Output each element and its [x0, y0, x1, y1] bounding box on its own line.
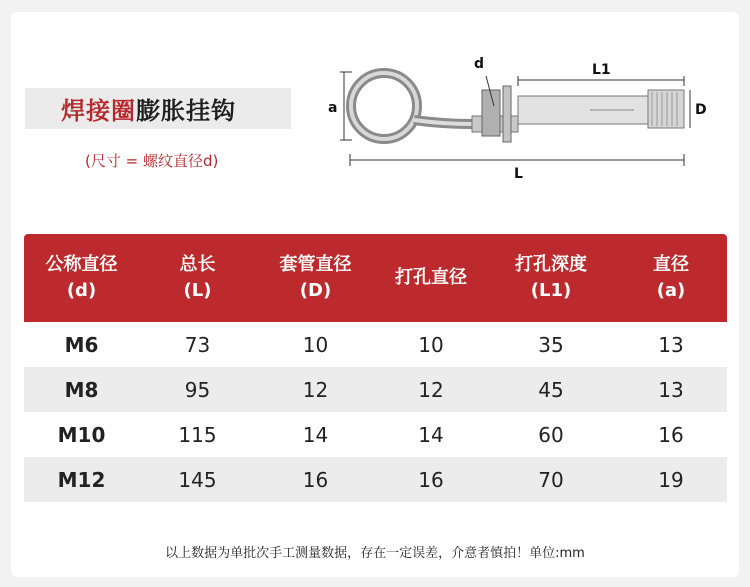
- table-cell: 16: [302, 467, 329, 492]
- table-cell: 60: [538, 422, 564, 447]
- table-cell: 13: [658, 377, 684, 402]
- table-cell: 115: [178, 422, 217, 447]
- spec-table: [24, 234, 727, 502]
- table-cell: 95: [184, 377, 211, 402]
- table-row: [24, 412, 727, 457]
- table-cell: 19: [658, 467, 684, 492]
- table-cell: 16: [418, 467, 444, 492]
- header-cell: 总长 (L): [179, 254, 216, 301]
- eye-bolt-diagram: [322, 48, 722, 188]
- table-cell: 45: [538, 377, 564, 402]
- title-highlight: 焊接圈: [61, 97, 136, 125]
- table-cell: 13: [658, 332, 684, 357]
- header-cell: 套管直径 (D): [279, 254, 352, 301]
- hex-nut: [482, 90, 500, 136]
- table-cell: M12: [57, 467, 106, 492]
- title-main: 膨胀挂钩: [136, 97, 236, 125]
- product-title: [25, 88, 291, 129]
- table-header: [24, 234, 727, 322]
- table-cell: 10: [418, 332, 444, 357]
- measurement-disclaimer: 以上数据为单批次手工测量数据，存在一定误差，介意者慎拍！单位:mm: [165, 546, 585, 561]
- table-cell: M6: [64, 332, 99, 357]
- label-d: d: [474, 56, 485, 72]
- table-cell: 70: [538, 467, 564, 492]
- table-cell: 35: [538, 332, 564, 357]
- label-L: L: [514, 166, 523, 182]
- table-cell: 145: [178, 467, 217, 492]
- table-cell: 73: [184, 332, 211, 357]
- table-cell: 16: [658, 422, 684, 447]
- header-cell: 直径 (a): [653, 254, 689, 301]
- table-row: [24, 322, 727, 367]
- washer: [503, 86, 511, 142]
- label-L1: L1: [592, 62, 611, 78]
- table-cell: 14: [418, 422, 444, 447]
- table-cell: 10: [302, 332, 329, 357]
- label-D: D: [695, 102, 707, 118]
- table-row: [24, 457, 727, 502]
- table-row: [24, 367, 727, 412]
- table-cell: M8: [64, 377, 99, 402]
- size-note: (尺寸 = 螺纹直径d): [85, 152, 219, 170]
- header-cell: 打孔深度 (L1): [515, 254, 587, 301]
- expansion-cone: [648, 90, 684, 128]
- label-a: a: [328, 100, 338, 116]
- table-cell: 14: [302, 422, 329, 447]
- table-cell: M10: [57, 422, 106, 447]
- table-cell: 12: [418, 377, 444, 402]
- table-cell: 12: [302, 377, 329, 402]
- header-cell: 公称直径 (d): [45, 254, 118, 301]
- header-cell: 打孔直径: [395, 267, 467, 288]
